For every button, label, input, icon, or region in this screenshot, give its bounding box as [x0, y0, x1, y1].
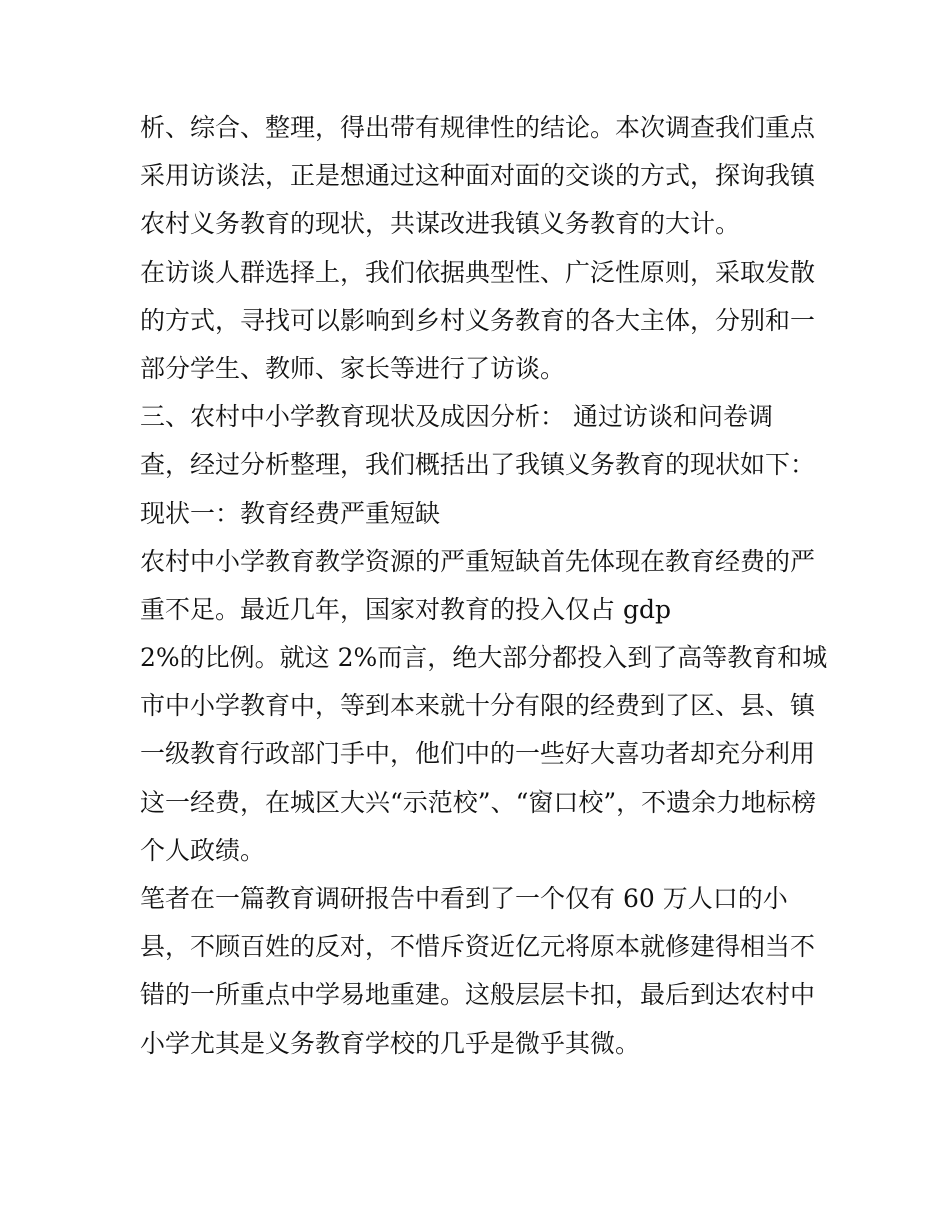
text-line: 市中小学教育中，等到本来就十分有限的经费到了区、县、镇	[140, 691, 816, 721]
text-line: 个人政绩。	[140, 835, 266, 865]
text-line: 查，经过分析整理，我们概括出了我镇义务教育的现状如下：	[140, 450, 816, 480]
subheading-line: 现状一：教育经费严重短缺	[140, 498, 441, 528]
text-line: 农村义务教育的现状，共谋改进我镇义务教育的大计。	[140, 209, 741, 239]
text-line: 这一经费，在城区大兴“示范校”、“窗口校”，不遗余力地标榜	[140, 787, 817, 817]
text-line: 笔者在一篇教育调研报告中看到了一个仅有 60 万人口的小	[140, 884, 788, 913]
text-line: 采用访谈法，正是想通过这种面对面的交谈的方式，探询我镇	[140, 161, 816, 191]
text-line: 的方式，寻找可以影响到乡村义务教育的各大主体，分别和一	[140, 305, 816, 335]
text-line: 部分学生、教师、家长等进行了访谈。	[140, 353, 566, 383]
text-line: 2%的比例。就这 2%而言，绝大部分都投入到了高等教育和城	[140, 643, 828, 673]
text-line: 在访谈人群选择上，我们依据典型性、广泛性原则，采取发散	[140, 257, 816, 287]
text-line: 小学尤其是义务教育学校的几乎是微乎其微。	[140, 1028, 641, 1058]
text-line: 析、综合、整理，得出带有规律性的结论。本次调查我们重点	[140, 113, 816, 142]
section-heading-line: 三、农村中小学教育现状及成因分析： 通过访谈和问卷调	[140, 402, 773, 432]
document-body-text	[140, 104, 828, 1068]
text-line: 重不足。最近几年，国家对教育的投入仅占 gdp	[140, 594, 671, 624]
text-line: 错的一所重点中学易地重建。这般层层卡扣，最后到达农村中	[140, 980, 816, 1010]
text-line: 农村中小学教育教学资源的严重短缺首先体现在教育经费的严	[140, 546, 816, 576]
text-line: 一级教育行政部门手中，他们中的一些好大喜功者却充分利用	[140, 739, 816, 769]
text-line: 县，不顾百姓的反对，不惜斥资近亿元将原本就修建得相当不	[140, 932, 816, 962]
